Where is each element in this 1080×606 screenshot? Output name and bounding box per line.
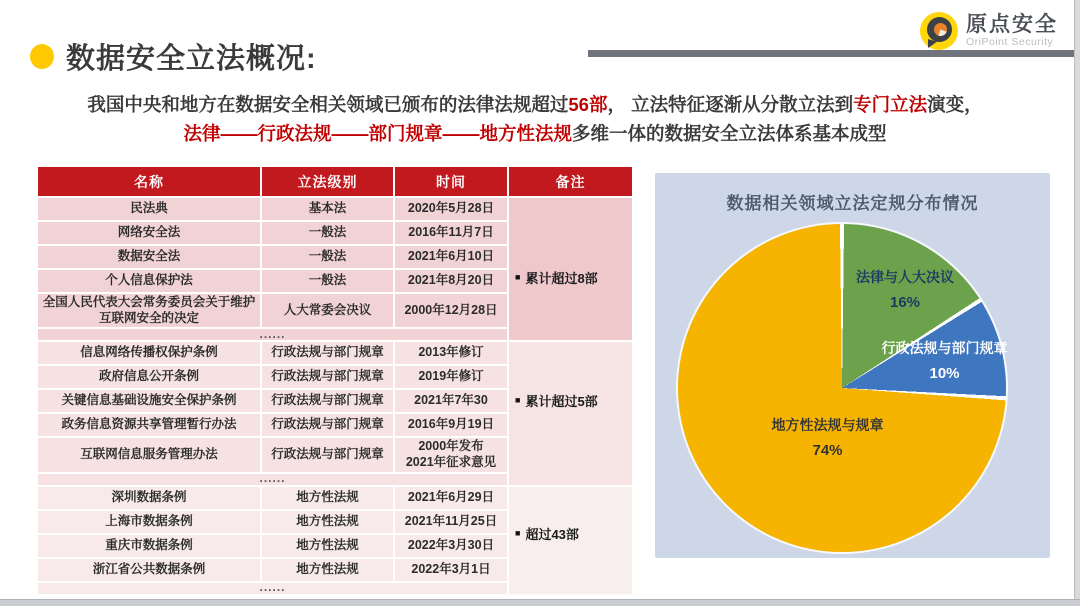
intro-text: [0, 90, 1070, 148]
oripoint-logo-icon: [920, 12, 958, 50]
law-level-cell: 行政法规与部门规章: [262, 414, 393, 436]
table-section: [38, 198, 638, 340]
chart-title: 数据相关领域立法定规分布情况: [726, 194, 979, 213]
slide-edge-bottom: [0, 599, 1080, 606]
law-time-cell: 2000年发布 2021年征求意见: [395, 438, 507, 471]
section-note: [509, 198, 632, 340]
law-time-cell: 2021年6月29日: [395, 487, 507, 509]
law-level-cell: 行政法规与部门规章: [262, 342, 393, 364]
intro-line-2: [0, 119, 1070, 148]
law-time-cell: 2021年6月10日: [395, 246, 507, 268]
pie-slice-name: 行政法规与部门规章: [881, 340, 1008, 356]
slide-edge-right: [1074, 0, 1080, 606]
law-level-cell: 行政法规与部门规章: [262, 366, 393, 388]
pie-slice-percent: 16%: [889, 294, 921, 312]
law-time-cell: 2016年9月19日: [395, 414, 507, 436]
logo-text: [966, 14, 1058, 47]
law-name-cell: 互联网信息服务管理办法: [38, 438, 260, 471]
law-level-cell: 人大常委会决议: [262, 294, 393, 327]
law-level-cell: 地方性法规: [262, 535, 393, 557]
chart-panel: [655, 173, 1050, 558]
table-header-row: [38, 167, 638, 196]
law-name-cell: 关键信息基础设施安全保护条例: [38, 390, 260, 412]
table-ellipsis-row: ......: [38, 474, 507, 485]
pie-slice-percent: 74%: [812, 442, 843, 460]
header-divider: [588, 50, 1075, 57]
intro-line-1: [0, 90, 1070, 119]
law-level-cell: 基本法: [262, 198, 393, 220]
law-time-cell: 2021年7年30: [395, 390, 507, 412]
pie-chart: [678, 224, 1006, 552]
law-level-cell: 一般法: [262, 270, 393, 292]
law-table: [38, 167, 638, 594]
section-note: [509, 487, 632, 594]
law-name-cell: 政务信息资源共享管理暂行办法: [38, 414, 260, 436]
intro-highlight: 56部: [568, 94, 608, 115]
law-level-cell: 地方性法规: [262, 559, 393, 581]
column-header: 备注: [509, 167, 632, 196]
section-note-text: 累计超过5部: [525, 393, 598, 409]
law-name-cell: 重庆市数据条例: [38, 535, 260, 557]
law-time-cell: 2016年11月7日: [395, 222, 507, 244]
law-time-cell: 2000年12月28日: [395, 294, 507, 327]
page-title: 数据安全立法概况:: [66, 43, 317, 75]
section-note: [509, 342, 632, 484]
table-section: [38, 342, 638, 484]
logo-name: 原点安全: [966, 13, 1058, 37]
slide-header: [30, 36, 317, 77]
intro-segment: 演变，: [927, 94, 983, 115]
law-name-cell: 全国人民代表大会常务委员会关于维护互联网安全的决定: [38, 294, 260, 327]
law-name-cell: 网络安全法: [38, 222, 260, 244]
pie-slice-name: 法律与人大决议: [856, 269, 954, 285]
intro-segment: 多维一体的数据安全立法体系基本成型: [572, 123, 887, 145]
title-bullet-icon: [30, 44, 54, 69]
law-level-cell: 地方性法规: [262, 487, 393, 509]
logo-subtitle: OriPoint Security: [966, 35, 1054, 48]
law-time-cell: 2022年3月30日: [395, 535, 507, 557]
law-level-cell: 行政法规与部门规章: [262, 390, 393, 412]
law-name-cell: 政府信息公开条例: [38, 366, 260, 388]
intro-highlight: 专门立法: [853, 94, 928, 115]
pie-slice-name: 地方性法规与规章: [771, 417, 884, 433]
law-level-cell: 一般法: [262, 222, 393, 244]
law-time-cell: 2019年修订: [395, 366, 507, 388]
square-bullet-icon: ■: [515, 395, 521, 406]
square-bullet-icon: ■: [515, 272, 521, 283]
oripoint-logo: [920, 12, 1058, 50]
intro-segment: ， 立法特征逐渐从分散立法到: [607, 94, 854, 115]
section-note-text: 累计超过8部: [525, 270, 598, 286]
intro-segment: 我国中央和地方在数据安全相关领域已颁布的法律法规超过: [87, 94, 569, 115]
law-time-cell: 2021年8月20日: [395, 270, 507, 292]
law-level-cell: 地方性法规: [262, 511, 393, 533]
law-name-cell: 信息网络传播权保护条例: [38, 342, 260, 364]
logo-pie-glyph: [934, 23, 947, 36]
law-time-cell: 2021年11月25日: [395, 511, 507, 533]
law-time-cell: 2022年3月1日: [395, 559, 507, 581]
section-note-text: 超过43部: [525, 526, 579, 542]
intro-highlight: 法律——行政法规——部门规章——地方性法规: [183, 123, 572, 145]
table-section: [38, 487, 638, 594]
law-name-cell: 浙江省公共数据条例: [38, 559, 260, 581]
column-header: 名称: [38, 167, 260, 196]
law-level-cell: 行政法规与部门规章: [262, 438, 393, 471]
square-bullet-icon: ■: [515, 528, 521, 538]
law-name-cell: 数据安全法: [38, 246, 260, 268]
table-body: [38, 198, 638, 594]
law-name-cell: 深圳数据条例: [38, 487, 260, 509]
table-ellipsis-row: ......: [38, 329, 507, 340]
law-name-cell: 个人信息保护法: [38, 270, 260, 292]
law-time-cell: 2013年修订: [395, 342, 507, 364]
law-time-cell: 2020年5月28日: [395, 198, 507, 220]
column-header: 立法级别: [262, 167, 393, 196]
pie-slice-percent: 10%: [929, 365, 960, 383]
table-ellipsis-row: ......: [38, 583, 507, 594]
law-name-cell: 民法典: [38, 198, 260, 220]
law-level-cell: 一般法: [262, 246, 393, 268]
column-header: 时间: [395, 167, 507, 196]
law-name-cell: 上海市数据条例: [38, 511, 260, 533]
